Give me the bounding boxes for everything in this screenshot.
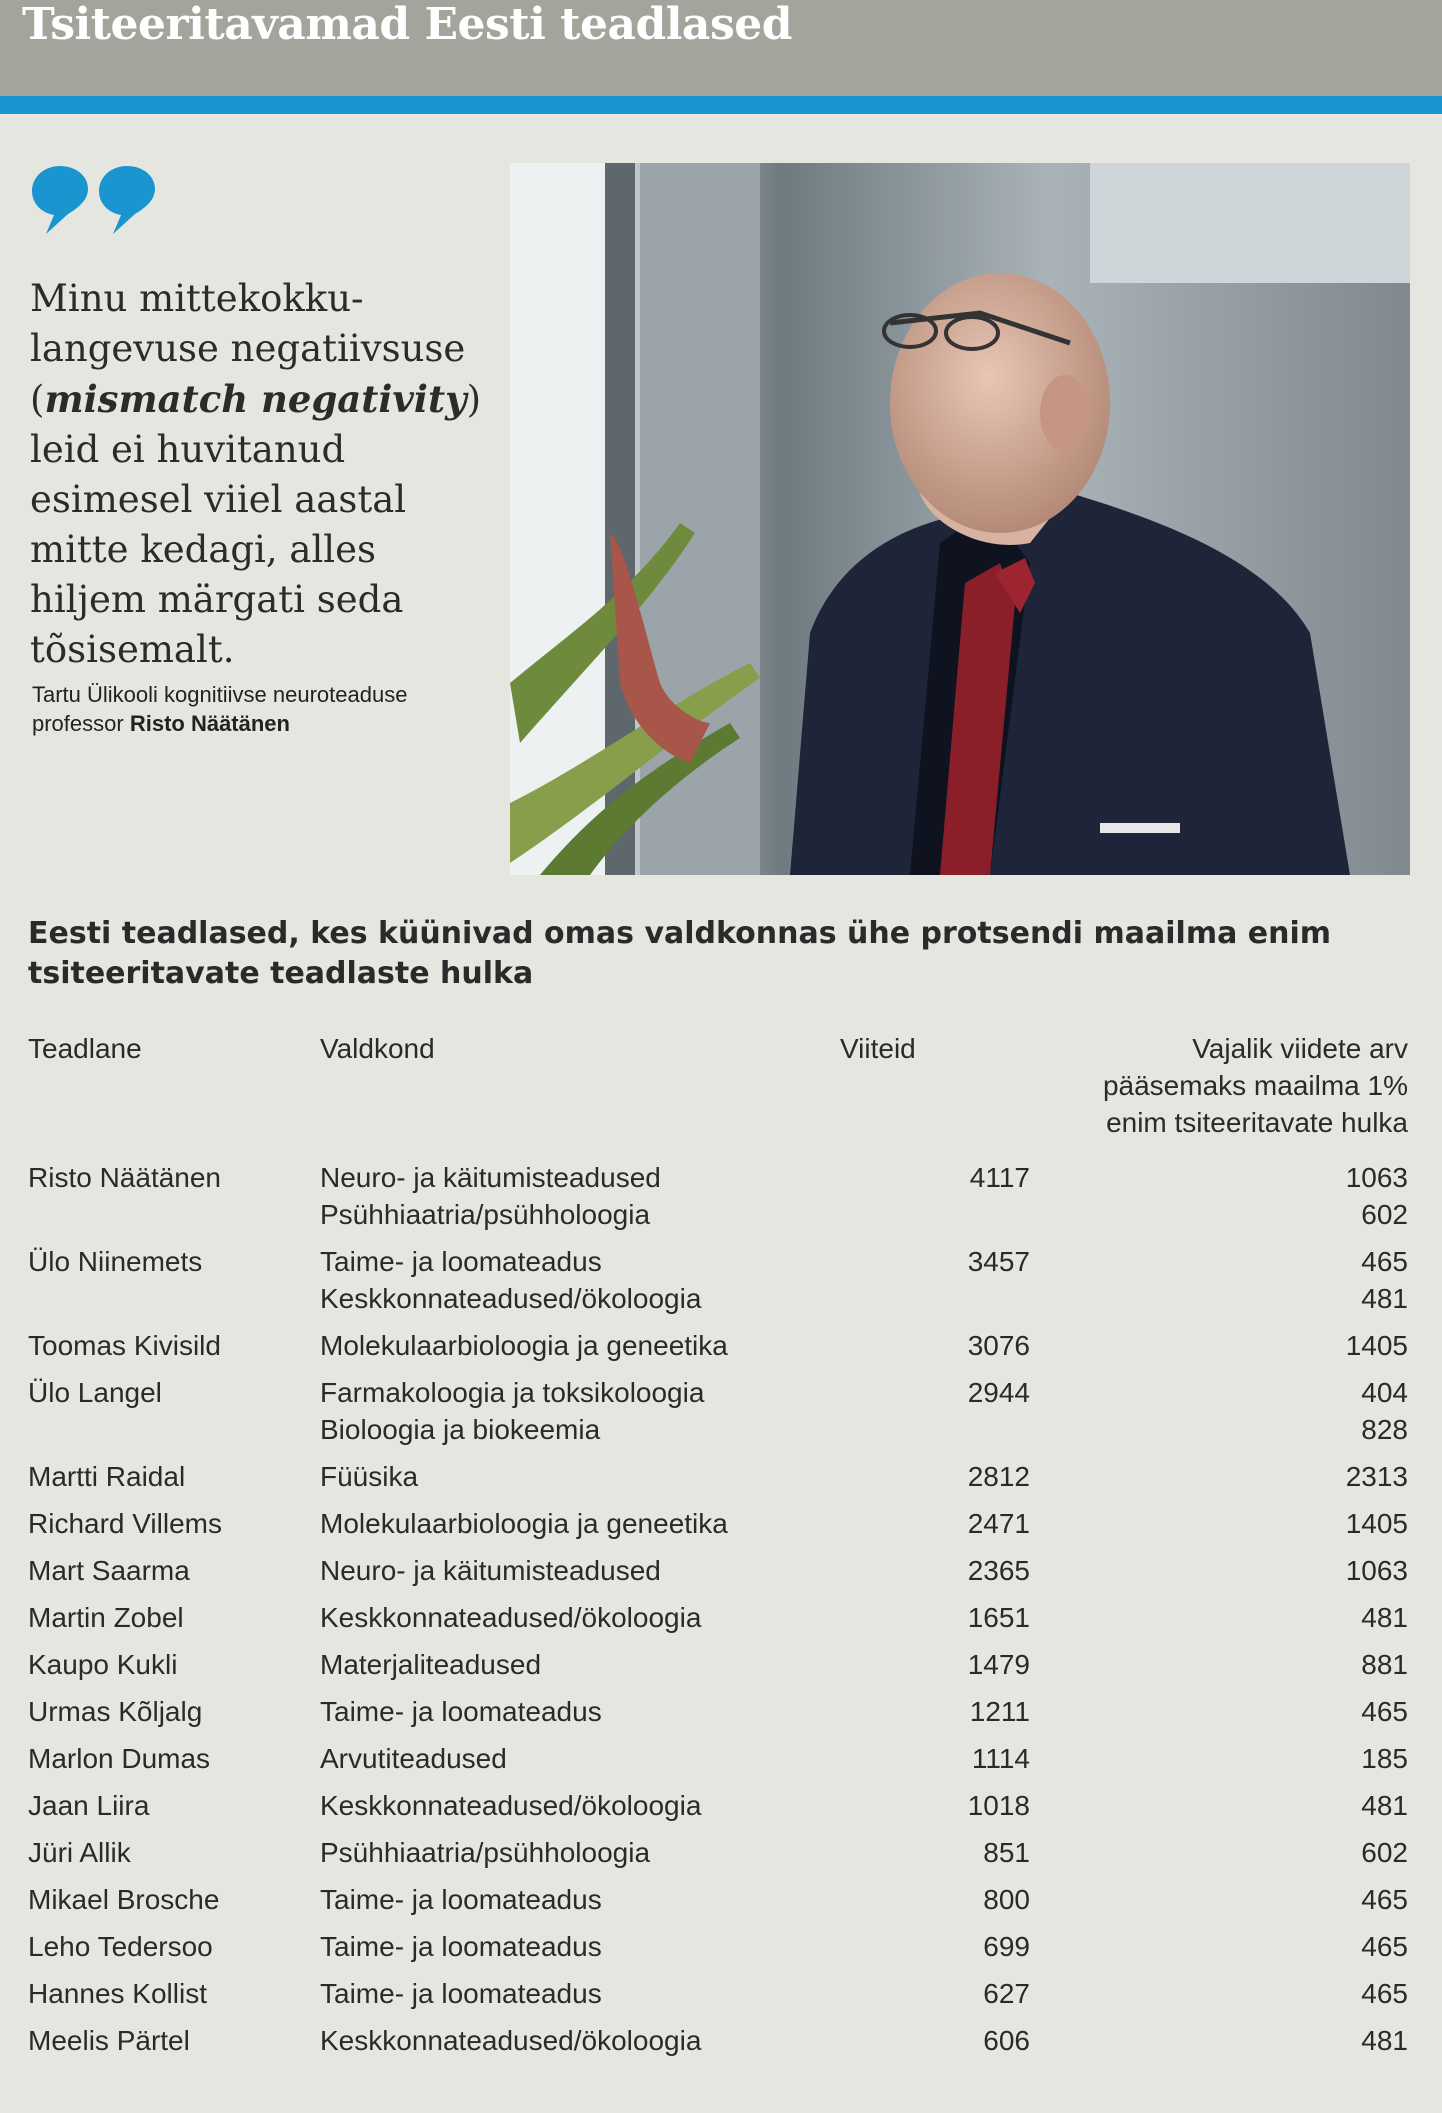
- needed-line: 2313: [1345, 1461, 1408, 1492]
- cell-citations: 1211: [969, 1696, 1030, 1727]
- needed-line: 481: [1361, 1790, 1408, 1821]
- cell-field: [320, 1327, 840, 1374]
- cell-field: [320, 1552, 840, 1599]
- table-row: [28, 1243, 1408, 1327]
- cell-field: [320, 1740, 840, 1787]
- cell-citations: 699: [983, 1931, 1030, 1962]
- table-row: [28, 1834, 1408, 1881]
- field-line: Molekulaarbioloogia ja geneetika: [320, 1508, 728, 1539]
- cell-needed: [1030, 1159, 1408, 1243]
- cell-needed: [1030, 2022, 1408, 2069]
- cell-needed: [1030, 1552, 1408, 1599]
- cell-citations: 851: [983, 1837, 1030, 1868]
- table-row: [28, 1693, 1408, 1740]
- table-row: [28, 1975, 1408, 2022]
- cell-name: Urmas Kõljalg: [28, 1696, 203, 1727]
- field-line: Arvutiteadused: [320, 1743, 507, 1774]
- table-row: [28, 1646, 1408, 1693]
- cell-citations: 1479: [967, 1649, 1030, 1680]
- needed-line: 465: [1361, 1246, 1408, 1277]
- cell-citations: 606: [983, 2025, 1030, 2056]
- table-row: [28, 1881, 1408, 1928]
- header-banner: [0, 0, 1442, 96]
- cell-citations: 2471: [967, 1508, 1030, 1539]
- table-row: [28, 1327, 1408, 1374]
- needed-line: 1063: [1345, 1162, 1408, 1193]
- field-line: Taime- ja loomateadus: [320, 1931, 602, 1962]
- cell-needed: [1030, 1787, 1408, 1834]
- attribution-role: Tartu Ülikooli kognitiivse neuroteaduse professor: [32, 682, 408, 736]
- portrait-photo: [510, 163, 1410, 875]
- table-row: [28, 1787, 1408, 1834]
- table-row: [28, 1374, 1408, 1458]
- field-line: Psühhiaatria/psühholoogia: [320, 1199, 651, 1230]
- table-header-row: [28, 1030, 1408, 1159]
- table-row: [28, 1740, 1408, 1787]
- cell-citations: 4117: [969, 1162, 1030, 1193]
- cell-name: Martti Raidal: [28, 1461, 186, 1492]
- needed-line: 465: [1361, 1884, 1408, 1915]
- cell-name: Richard Villems: [28, 1508, 222, 1539]
- field-line: Keskkonnateadused/ökoloogia: [320, 1602, 702, 1633]
- cell-field: [320, 1374, 840, 1458]
- field-line: Taime- ja loomateadus: [320, 1696, 602, 1727]
- cell-field: [320, 2022, 840, 2069]
- table-row: [28, 1505, 1408, 1552]
- cell-field: [320, 1834, 840, 1881]
- cell-field: [320, 1928, 840, 1975]
- cell-citations: 1114: [971, 1743, 1030, 1774]
- cell-name: Jaan Liira: [28, 1790, 150, 1821]
- cell-field: [320, 1159, 840, 1243]
- quote-marks-icon: [30, 162, 160, 242]
- cell-citations: 3076: [967, 1330, 1030, 1361]
- cell-name: Mart Saarma: [28, 1555, 190, 1586]
- cell-needed: [1030, 1374, 1408, 1458]
- needed-line: 465: [1361, 1978, 1408, 2009]
- cell-needed: [1030, 1243, 1408, 1327]
- column-header-needed: [1030, 1030, 1408, 1159]
- field-line: Keskkonnateadused/ökoloogia: [320, 1283, 702, 1314]
- field-line: Neuro- ja käitumisteadused: [320, 1555, 661, 1586]
- column-header-field: Valdkond: [320, 1033, 435, 1064]
- cell-needed: [1030, 1505, 1408, 1552]
- cell-needed: [1030, 1740, 1408, 1787]
- cell-name: Toomas Kivisild: [28, 1330, 221, 1361]
- cell-needed: [1030, 1693, 1408, 1740]
- field-line: Keskkonnateadused/ökoloogia: [320, 1790, 702, 1821]
- page-title: Tsiteeritavamad Eesti teadlased: [22, 0, 792, 50]
- needed-line: 1405: [1345, 1330, 1408, 1361]
- cell-citations: 1651: [967, 1602, 1030, 1633]
- cell-citations: 1018: [967, 1790, 1030, 1821]
- table-row: [28, 2022, 1408, 2069]
- field-line: Bioloogia ja biokeemia: [320, 1414, 601, 1445]
- cell-field: [320, 1599, 840, 1646]
- cell-field: [320, 1693, 840, 1740]
- cell-field: [320, 1975, 840, 2022]
- field-line: Molekulaarbioloogia ja geneetika: [320, 1330, 728, 1361]
- cell-name: Mikael Brosche: [28, 1884, 220, 1915]
- needed-line: 481: [1361, 1602, 1408, 1633]
- citations-table: [28, 1030, 1408, 2069]
- quote-text-start: Minu mittekokku-langevuse negatiivsuse (: [30, 277, 466, 421]
- table-body: [28, 1159, 1408, 2069]
- column-header-citations: Viiteid: [840, 1033, 916, 1064]
- cell-citations: 800: [983, 1884, 1030, 1915]
- field-line: Neuro- ja käitumisteadused: [320, 1162, 661, 1193]
- table-row: [28, 1159, 1408, 1243]
- cell-field: [320, 1505, 840, 1552]
- field-line: Füüsika: [320, 1461, 419, 1492]
- needed-line: 481: [1361, 2025, 1408, 2056]
- table-row: [28, 1928, 1408, 1975]
- needed-line: 465: [1361, 1931, 1408, 1962]
- needed-line: 481: [1361, 1283, 1408, 1314]
- cell-needed: [1030, 1834, 1408, 1881]
- cell-needed: [1030, 1975, 1408, 2022]
- needed-line: 1063: [1345, 1555, 1408, 1586]
- quote-attribution: [32, 680, 502, 738]
- cell-field: [320, 1787, 840, 1834]
- field-line: Psühhiaatria/psühholoogia: [320, 1837, 651, 1868]
- cell-name: Leho Tedersoo: [28, 1931, 213, 1962]
- cell-citations: 3457: [967, 1246, 1030, 1277]
- needed-line: 1405: [1345, 1508, 1408, 1539]
- column-header-name: Teadlane: [28, 1033, 142, 1064]
- table-title: Eesti teadlased, kes küünivad omas valdkonnas ühe protsendi maailma enim tsiteeritavate teadlaste hulka: [28, 916, 1332, 991]
- cell-citations: 627: [983, 1978, 1030, 2009]
- cell-field: [320, 1458, 840, 1505]
- cell-name: Kaupo Kukli: [28, 1649, 178, 1680]
- cell-name: Meelis Pärtel: [28, 2025, 190, 2056]
- cell-name: Hannes Kollist: [28, 1978, 207, 2009]
- field-line: Taime- ja loomateadus: [320, 1246, 602, 1277]
- cell-citations: 2365: [967, 1555, 1030, 1586]
- portrait-photo-illustration: [510, 163, 1410, 875]
- cell-needed: [1030, 1599, 1408, 1646]
- needed-line: 185: [1361, 1743, 1408, 1774]
- cell-needed: [1030, 1646, 1408, 1693]
- cell-name: Martin Zobel: [28, 1602, 184, 1633]
- table-row: [28, 1458, 1408, 1505]
- cell-needed: [1030, 1881, 1408, 1928]
- field-line: Farmakoloogia ja toksikoloogia: [320, 1377, 705, 1408]
- column-header-needed-text: Vajalik viidete arv pääsemaks maailma 1% enim tsiteeritavate hulka: [1102, 1033, 1408, 1138]
- cell-name: Ülo Langel: [28, 1377, 162, 1408]
- field-line: Materjaliteadused: [320, 1649, 542, 1680]
- accent-bar: [0, 96, 1442, 114]
- cell-field: [320, 1881, 840, 1928]
- cell-name: Jüri Allik: [28, 1837, 131, 1868]
- pull-quote: [30, 274, 500, 675]
- needed-line: 828: [1361, 1414, 1408, 1445]
- needed-line: 602: [1361, 1199, 1408, 1230]
- cell-name: Ülo Niinemets: [28, 1246, 203, 1277]
- attribution-name: Risto Näätänen: [129, 711, 290, 736]
- cell-citations: 2812: [967, 1461, 1030, 1492]
- table-row: [28, 1599, 1408, 1646]
- needed-line: 881: [1361, 1649, 1408, 1680]
- field-line: Taime- ja loomateadus: [320, 1884, 602, 1915]
- quote-italic-term: mismatch negativity: [44, 377, 467, 421]
- needed-line: 404: [1361, 1377, 1408, 1408]
- cell-needed: [1030, 1327, 1408, 1374]
- needed-line: 465: [1361, 1696, 1408, 1727]
- cell-name: Marlon Dumas: [28, 1743, 211, 1774]
- cell-name: Risto Näätänen: [28, 1162, 222, 1193]
- quote-text-end: ) leid ei huvitanud esimesel viiel aastal mitte kedagi, alles hiljem märgati seda tõsisemalt.: [30, 378, 482, 671]
- cell-citations: 2944: [967, 1377, 1030, 1408]
- needed-line: 602: [1361, 1837, 1408, 1868]
- cell-needed: [1030, 1458, 1408, 1505]
- cell-field: [320, 1243, 840, 1327]
- field-line: Keskkonnateadused/ökoloogia: [320, 2025, 702, 2056]
- cell-needed: [1030, 1928, 1408, 1975]
- field-line: Taime- ja loomateadus: [320, 1978, 602, 2009]
- cell-field: [320, 1646, 840, 1693]
- table-row: [28, 1552, 1408, 1599]
